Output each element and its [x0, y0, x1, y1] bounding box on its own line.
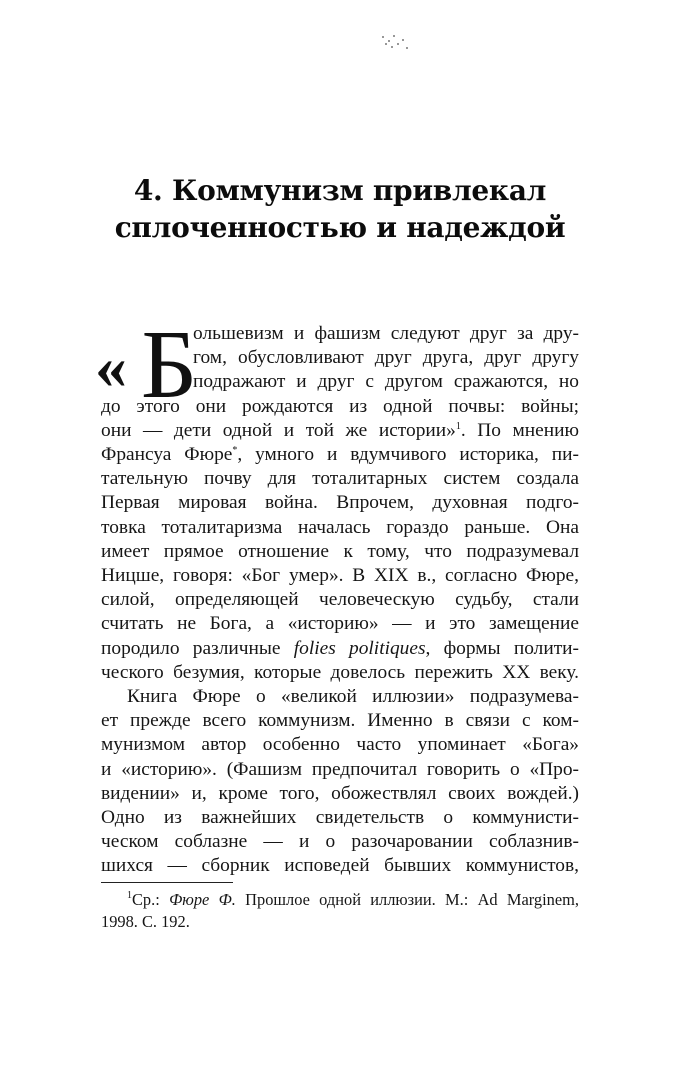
text-line: ольшевизм и фашизм следуют друг за дру-: [193, 323, 579, 344]
print-specks: [382, 34, 412, 54]
text-line: шихся — сборник исповедей бывших коммунистов,: [101, 855, 579, 877]
text-line: мунизмом автор особенно часто упоминает «Бога»: [101, 734, 579, 756]
footnote: [101, 889, 579, 933]
text-line: видении» и, кроме того, обожествлял своих вождей.): [101, 782, 579, 804]
text-line: и «историю». (Фашизм предпочитал говорить о «Про-: [101, 758, 579, 780]
text-line: ческом соблазне — и о разочаровании соблазнив-: [101, 831, 579, 853]
paragraph-2: [101, 685, 579, 879]
text-line: подражают и друг с другом сражаются, но: [193, 371, 579, 393]
text-run: они — дети одной и той же истории»: [101, 419, 456, 441]
text-run: . По мнению: [460, 419, 579, 441]
text-line: Книга Фюре о «великой иллюзии» подразумева-: [127, 686, 579, 708]
text-line: Первая мировая война. Впрочем, духовная подго-: [101, 492, 579, 514]
paragraph-1: [95, 311, 579, 685]
text-line: [101, 637, 579, 661]
text-line: считать не Бога, а «историю» — и это замещение: [101, 613, 579, 635]
chapter-heading: [60, 172, 620, 246]
chapter-heading-line-1: 4. Коммунизм привлекал: [133, 174, 547, 207]
text-line: [101, 443, 579, 467]
chapter-heading-line-2: сплоченностью и надеждой: [114, 211, 566, 244]
text-line: тательную почву для тоталитарных систем создала: [101, 468, 579, 490]
footnote-number: 1: [127, 890, 132, 901]
text-line: имеет прямое отношение к тому, что подразумевал: [101, 540, 579, 562]
text-line: до этого они рождаются из одной почвы: войны;: [101, 395, 579, 417]
text-line: гом, обусловливают друг друга, друг другу: [193, 347, 579, 369]
text-line: [101, 419, 579, 443]
footnote-line: [101, 889, 579, 911]
text-line: ет прежде всего коммунизм. Именно в связи с ком-: [101, 710, 579, 732]
footnote-text: Прошлое одной иллюзии. М.: Ad Marginem,: [235, 890, 579, 909]
text-line: Одно из важнейших свидетельств о коммунисти-: [101, 807, 579, 829]
footnote-line: 1998. С. 192.: [101, 912, 190, 931]
footnote-divider: [101, 882, 233, 883]
text-line: силой, определяющей человеческую судьбу, стали: [101, 589, 579, 611]
text-run: породило различные: [101, 637, 294, 659]
main-text: [95, 311, 579, 879]
asterisk-note-mark: *: [232, 445, 238, 457]
text-run: , умного и вдумчивого историка, пи-: [237, 444, 579, 466]
text-line: Ницше, говоря: «Бог умер». В XIX в., согласно Фюре,: [101, 565, 579, 587]
text-line: ческого безумия, которые довелось пережить XX веку.: [101, 661, 579, 683]
footnote-reference: 1: [455, 420, 461, 432]
footnote-author: Фюре Ф.: [169, 890, 236, 909]
text-run: Франсуа Фюре: [101, 444, 233, 466]
italic-term: folies politiques: [293, 637, 426, 659]
text-run: , формы полити-: [425, 637, 579, 659]
opening-quote-mark: «: [95, 331, 127, 402]
footnote-prefix: Ср.:: [132, 890, 170, 909]
drop-cap-letter: Б: [141, 311, 198, 419]
text-line: товка тоталитаризма началась гораздо раньше. Она: [101, 516, 579, 538]
